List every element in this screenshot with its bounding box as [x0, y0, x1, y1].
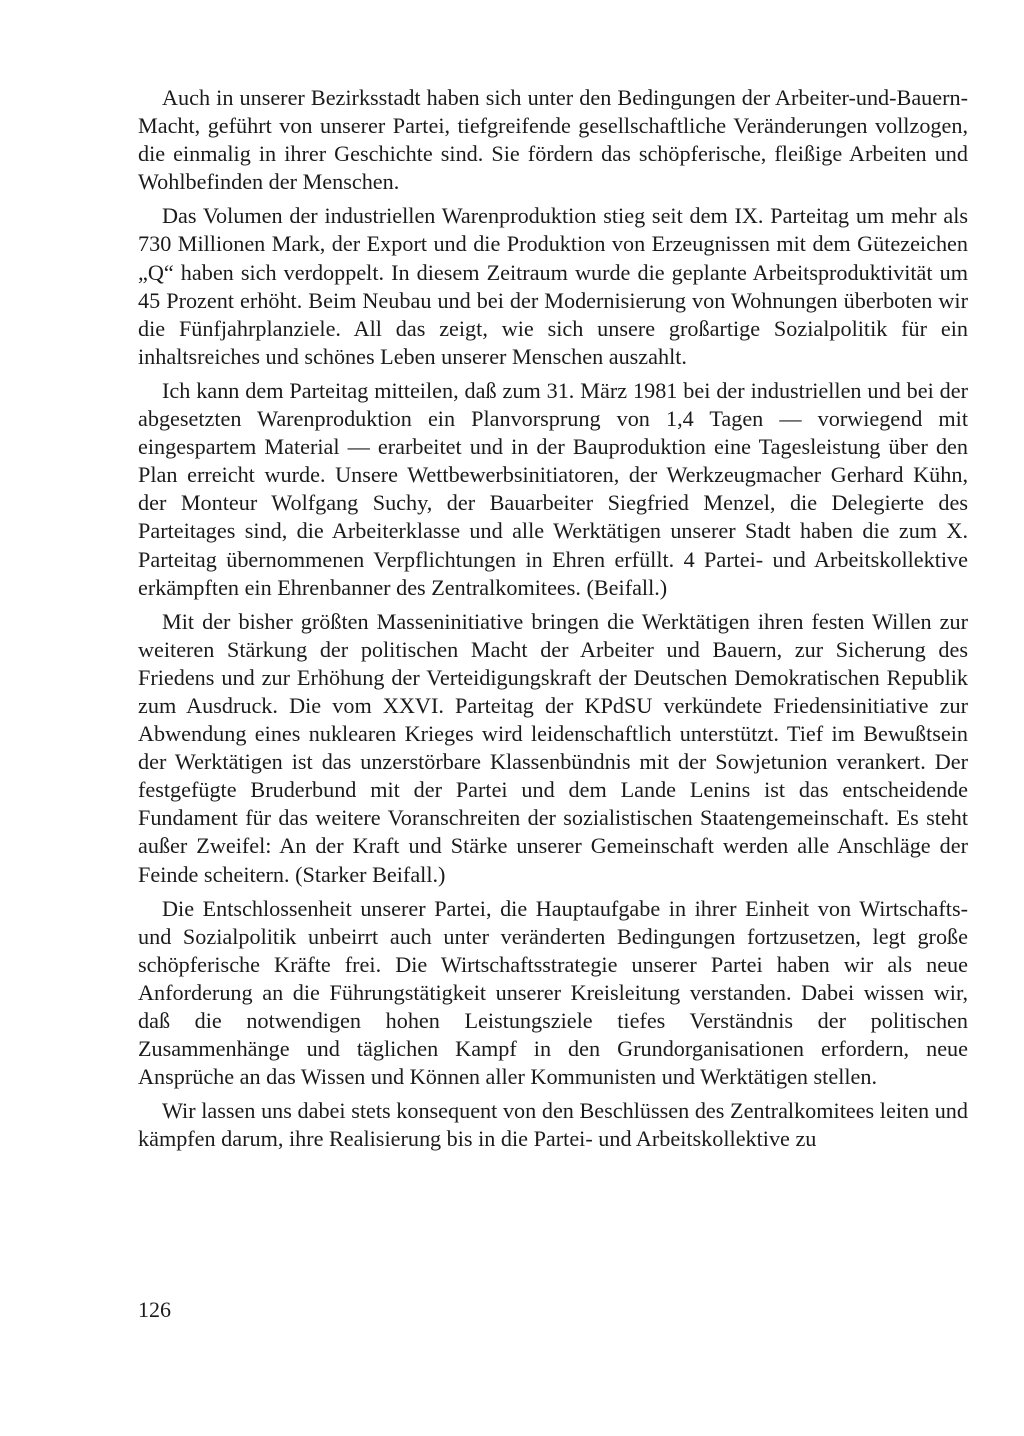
paragraph-1: Auch in unserer Bezirksstadt haben sich unter den Bedingungen der Arbeiter-und-Bauern-Macht, geführt von unserer Partei, tiefgreifende gesellschaftliche Veränderungen vollzogen, die einmalig in ihrer Geschichte sind. Sie fördern das schöpferische, fleißige Arbeiten und Wohlbefinden der Menschen.: [138, 85, 968, 195]
paragraph-5: Die Entschlossenheit unserer Partei, die Hauptaufgabe in ihrer Einheit von Wirtschafts- und Sozialpolitik unbeirrt auch unter veränderten Bedingungen fortzusetzen, legt große schöpferische Kräfte frei. Die Wirtschaftsstrategie unserer Partei haben wir als neue Anforderung an die Führungstätigkeit unserer Kreisleitung verstanden. Dabei wissen wir, daß die notwendigen hohen Leistungsziele tiefes Verständnis der politischen Zusammenhänge und täglichen Kampf in den Grundorganisationen erfordern, neue Ansprüche an das Wissen und Können aller Kommunisten und Werktätigen stellen.: [138, 895, 968, 1090]
body-text: [138, 84, 968, 1153]
paragraph-3: Ich kann dem Parteitag mitteilen, daß zum 31. März 1981 bei der industriellen und bei der abgesetzten Warenproduktion ein Planvorsprung von 1,4 Tagen — vorwiegend mit eingespartem Material — erarbeitet und in der Bauproduktion eine Tagesleistung über den Plan erreicht wurde. Unsere Wettbewerbsinitiatoren, der Werkzeugmacher Gerhard Kühn, der Monteur Wolfgang Suchy, der Bauarbeiter Siegfried Menzel, die Delegierte des Parteitages sind, die Arbeiterklasse und alle Werktätigen unserer Stadt haben die zum X. Parteitag übernommenen Verpflichtungen in Ehren erfüllt. 4 Partei- und Arbeitskollektive erkämpften ein Ehrenbanner des Zentralkomitees. (Beifall.): [138, 377, 968, 600]
paragraph-4: Mit der bisher größten Masseninitiative bringen die Werktätigen ihren festen Willen zur weiteren Stärkung der politischen Macht der Arbeiter und Bauern, zur Sicherung des Friedens und zur Erhöhung der Verteidigungskraft der Deutschen Demokratischen Republik zum Ausdruck. Die vom XXVI. Parteitag der KPdSU verkündete Friedensinitiative zur Abwendung eines nuklearen Krieges wird leidenschaftlich unterstützt. Tief im Bewußtsein der Werktätigen ist das unzerstörbare Klassenbündnis mit der Sowjetunion verankert. Der festgefügte Bruderbund mit der Partei und dem Lande Lenins ist das entscheidende Fundament für das weitere Voranschreiten der sozialistischen Staatengemeinschaft. Es steht außer Zweifel: An der Kraft und Stärke unserer Gemeinschaft werden alle Anschläge der Feinde scheitern. (Starker Beifall.): [138, 608, 968, 887]
paragraph-6: Wir lassen uns dabei stets konsequent von den Beschlüssen des Zentralkomitees leiten und kämpfen darum, ihre Realisierung bis in die Partei- und Arbeitskollektive zu: [138, 1098, 968, 1152]
page-number: 126: [138, 1297, 171, 1322]
paragraph-2: Das Volumen der industriellen Warenproduktion stieg seit dem IX. Parteitag um mehr als 730 Millionen Mark, der Export und die Produktion von Erzeugnissen mit dem Gütezeichen „Q“ haben sich verdoppelt. In diesem Zeitraum wurde die geplante Arbeitsproduktivität um 45 Prozent erhöht. Beim Neubau und bei der Modernisierung von Wohnungen überboten wir die Fünfjahrplanziele. All das zeigt, wie sich unsere großartige Sozialpolitik für ein inhaltsreiches und schönes Leben unserer Menschen auszahlt.: [138, 203, 968, 369]
